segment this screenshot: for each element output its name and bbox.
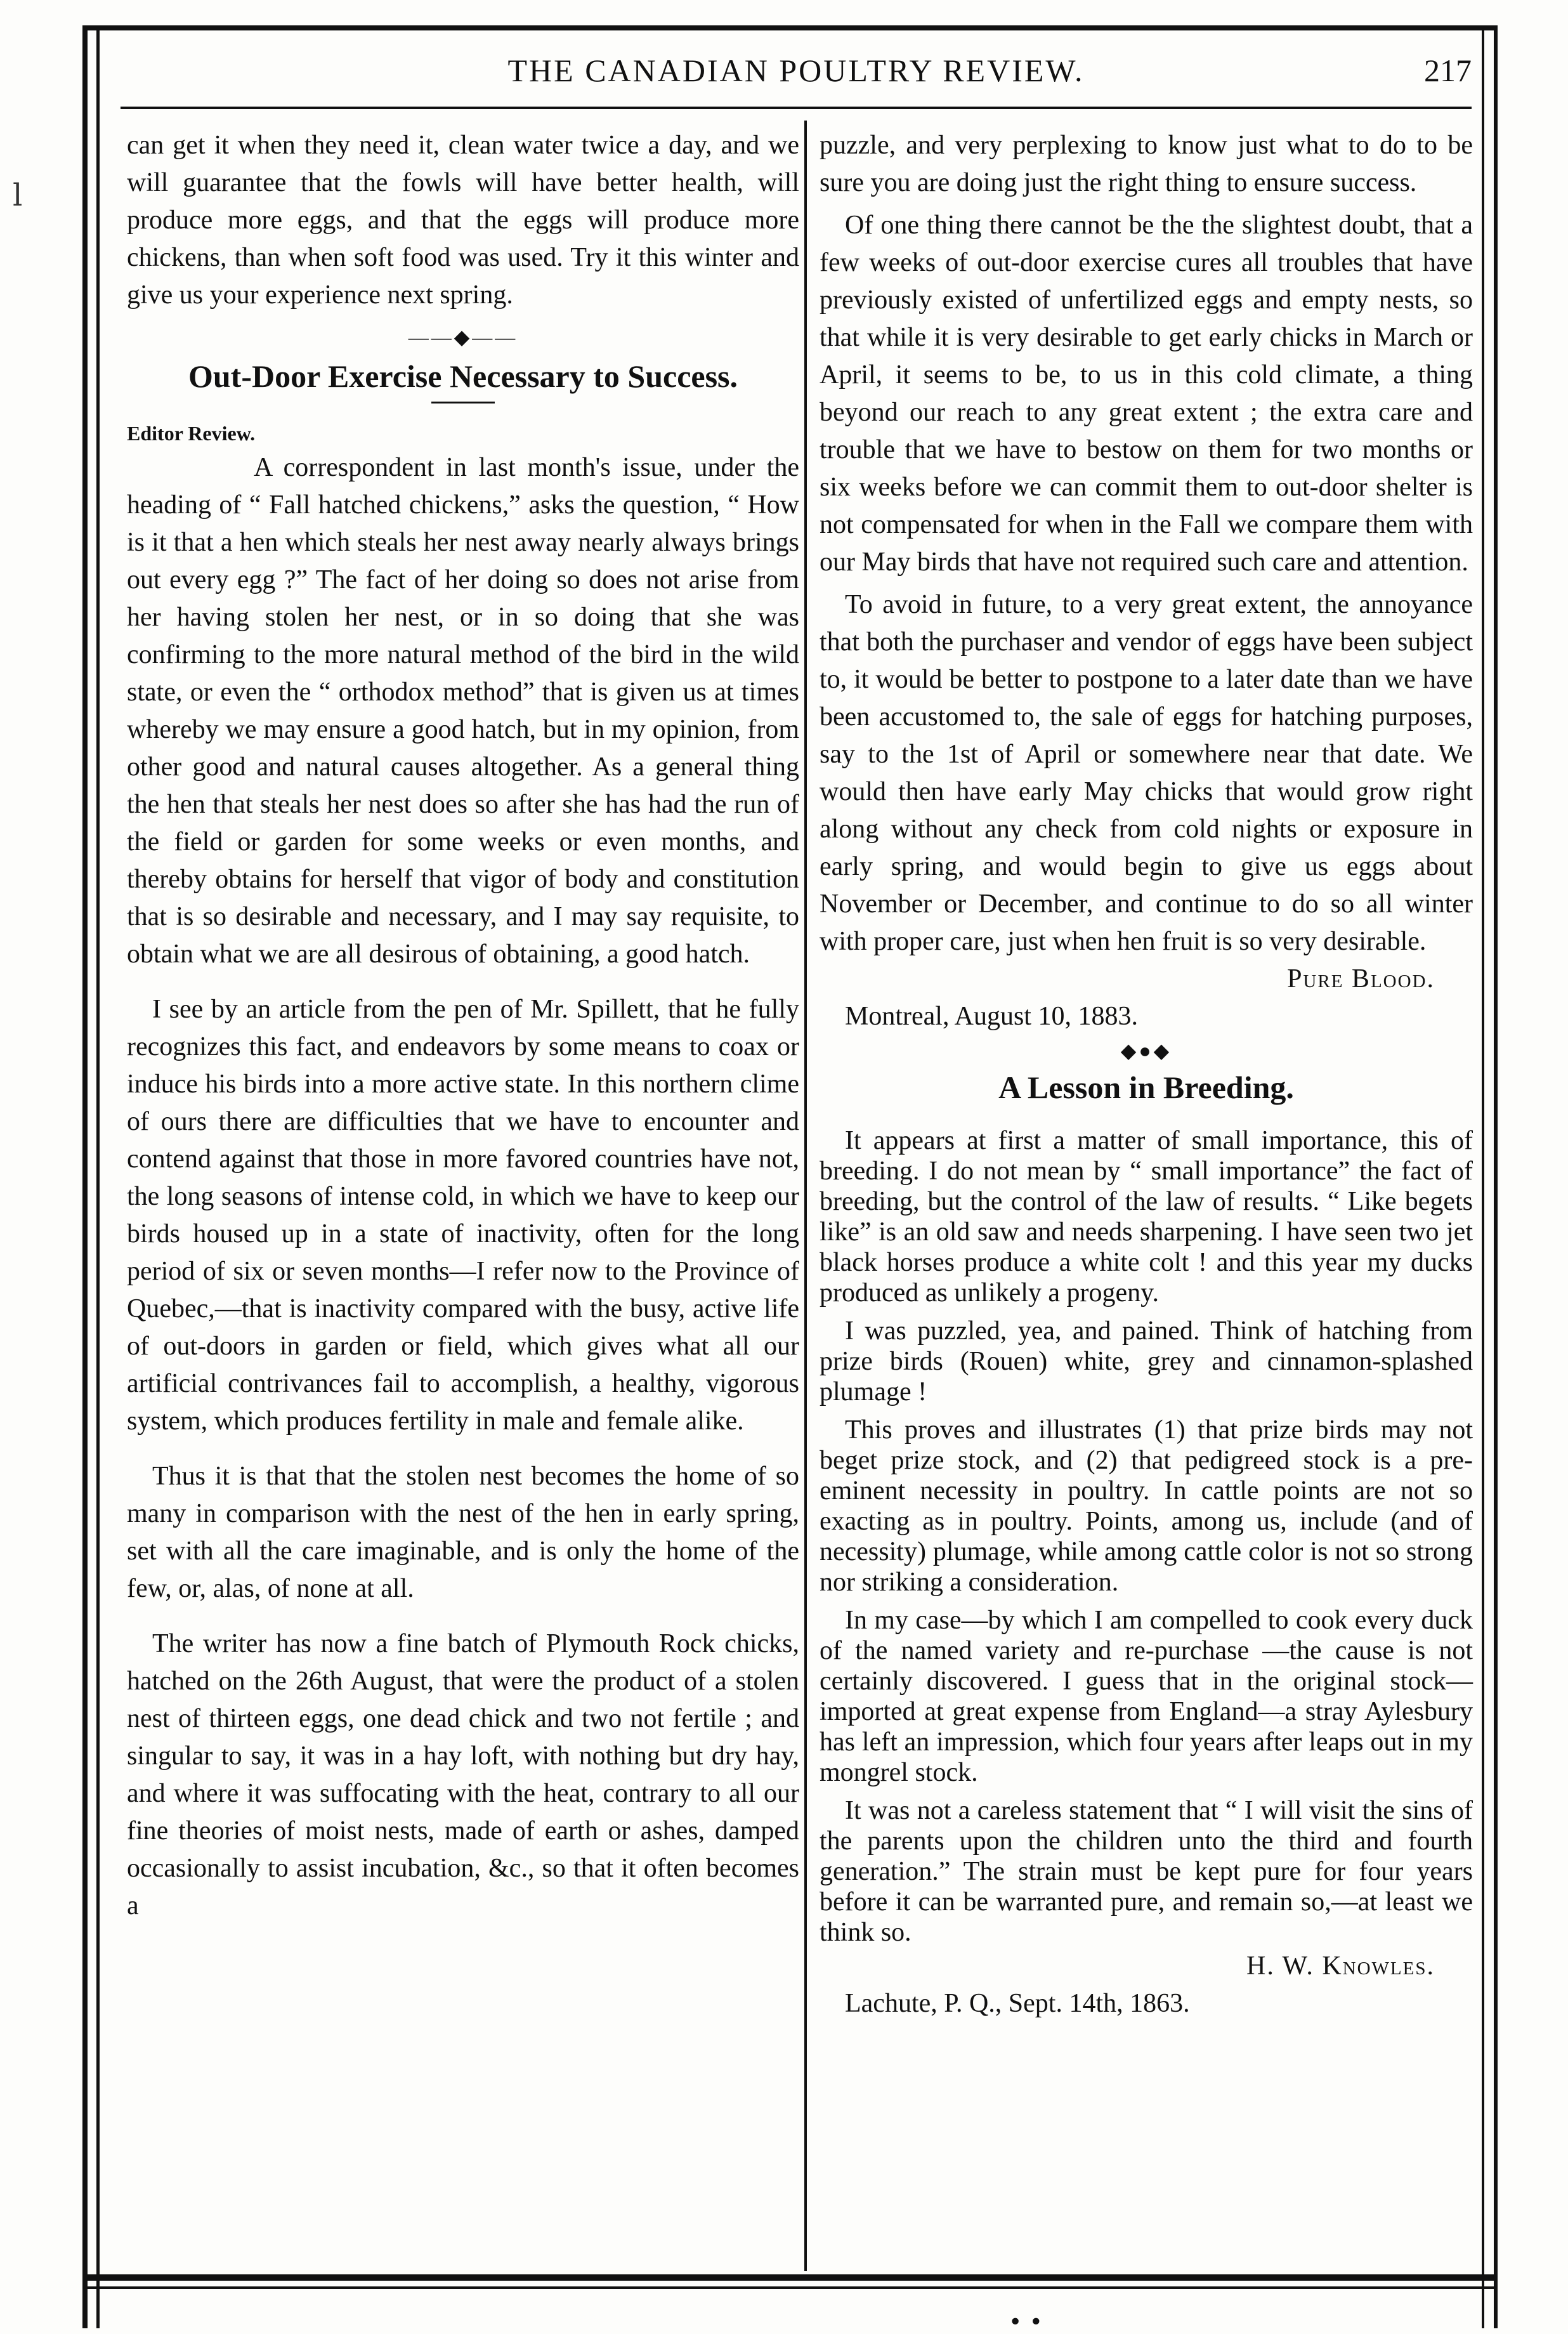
section-ornament: ◆●◆	[1120, 1039, 1172, 1062]
left-edge-mark: l	[13, 178, 23, 213]
article-paragraph: I see by an article from the pen of Mr. Spillett, that he fully recognizes this fact, and endeavors by some means to coax or induce his birds into a more active state. In this northern clime of ours there are difficulties that we have to encounter and contend against that those in more favored countries have not, the long seasons of intense cold, in which we have to keep our birds housed up in a state of inactivity, often for the long period of six or seven months—I refer now to the Province of Quebec,—that is inactivity compared with the busy, active life of out-doors in garden or field, which gives what all our artificial contrivances fail to accomplish, a healthy, vigorous system, which produces fertility in male and female alike.	[127, 995, 799, 1436]
frame-bottom-rule	[82, 2274, 1498, 2281]
article-paragraph: A correspondent in last month's issue, under the heading of “ Fall hatched chickens,” asks the question, “ How is it that a hen which steals her nest away nearly always brings out every egg ?” The fact of her doing so does not arise from her having stolen her nest, or in so doing that she was confirming to the more natural method of the bird in the wild state, or even the “ orthodox method” that is given us at times whereby we may ensure a good hatch, but in my opinion, from other good and natural causes altogether. As a general thing the hen that steals her nest does so after she has had the run of the field or garden for some weeks or even months, and thereby obtains for herself that vigor of body and constitution that is so desirable and necessary, and I may say requisite, to obtain what we are all desirous of obtaining, a good hatch.	[127, 453, 799, 969]
column-divider	[804, 121, 807, 2271]
journal-title: THE CANADIAN POULTRY REVIEW.	[507, 53, 1085, 88]
page-number: 217	[1424, 53, 1472, 88]
left-column	[127, 127, 799, 1925]
stray-dots: • •	[1009, 2309, 1043, 2334]
header-rule	[121, 107, 1472, 109]
signature-pure-blood: Pure Blood.	[1287, 964, 1435, 993]
section-ornament: ——◆——	[408, 325, 518, 348]
heading-rule	[431, 402, 495, 403]
frame-left-inner-rule	[96, 25, 100, 2328]
frame-left-rule	[82, 25, 88, 2328]
frame-bottom-thin-rule	[82, 2286, 1498, 2289]
dateline-lachute: Lachute, P. Q., Sept. 14th, 1863.	[845, 1989, 1190, 2018]
article-paragraph: Thus it is that that the stolen nest becomes the home of so many in comparison with the nest of the hen in early spring, set with all the care imaginable, and is only the home of the few, or, alas, of none at all.	[127, 1462, 799, 1603]
article-paragraph: puzzle, and very perplexing to know just what to do to be sure you are doing just the right thing to ensure success.	[820, 131, 1473, 197]
frame-right-rule	[1494, 25, 1498, 2328]
article-heading: A Lesson in Breeding.	[998, 1070, 1294, 1105]
lesson-paragraph: In my case—by which I am compelled to cook every duck of the named variety and re-purchase —the cause is not certainly discovered. I guess that in the original stock—imported at great expense from England—a stray Aylesbury has left an impression, which four years after leaps out in my mongrel stock.	[820, 1606, 1473, 1787]
article-heading: Out-Door Exercise Necessary to Success.	[188, 358, 738, 394]
frame-right-inner-rule	[1482, 25, 1484, 2328]
article-paragraph: The writer has now a fine batch of Plymouth Rock chicks, hatched on the 26th August, that were the product of a stolen nest of thirteen eggs, one dead chick and two not fertile ; and singular to say, it was in a hay loft, with nothing but dry hay, and where it was suffocating with the heat, contrary to all our fine theories of moist nests, made of earth or ashes, damped occasionally to assist incubation, &c., so that it often becomes a	[127, 1629, 799, 1920]
continued-paragraph: can get it when they need it, clean water twice a day, and we will guarantee that the fowls will have better health, will produce more eggs, and that the eggs will produce more chickens, than when soft food was used. Try it this winter and give us your experience next spring.	[127, 131, 799, 310]
dateline-montreal: Montreal, August 10, 1883.	[845, 1002, 1138, 1031]
salutation: Editor Review.	[127, 422, 256, 445]
lesson-paragraph: This proves and illustrates (1) that prize birds may not beget prize stock, and (2) that pedigreed stock is a pre-eminent necessity in poultry. In cattle points are not so exacting as in poultry. Points, among us, include (and of necessity) plumage, while among cattle color is not so strong nor striking a consideration.	[820, 1415, 1473, 1597]
lesson-paragraph: It appears at first a matter of small importance, this of breeding. I do not mean by “ small importance” the fact of breeding, but the control of the law of results. “ Like begets like” is an old saw and needs sharpening. I have seen two jet black horses produce a white colt ! and this year my ducks produced as unlikely a progeny.	[820, 1126, 1473, 1308]
frame-top-rule	[82, 25, 1497, 30]
article-paragraph: Of one thing there cannot be the the slightest doubt, that a few weeks of out-door exercise cures all troubles that have previously existed of unfertilized eggs and empty nests, so that while it is very desirable to get early chicks in March or April, it seems to be, to us in this cold climate, a thing beyond our reach to any great extent ; the extra care and trouble that we have to bestow on them for two months or six weeks before we can commit them to out-door shelter is not compensated for when in the Fall we compare them with our May birds that have not required such care and attention.	[820, 211, 1473, 577]
page-header	[121, 38, 1472, 102]
lesson-paragraph: It was not a careless statement that “ I will visit the sins of the parents upon the children unto the third and fourth generation.” The strain must be kept pure for four years before it can be warranted pure, and remain so,—at least we think so.	[820, 1796, 1473, 1947]
lesson-paragraph: I was puzzled, yea, and pained. Think of hatching from prize birds (Rouen) white, grey and cinnamon-splashed plumage !	[820, 1316, 1473, 1406]
signature-knowles: H. W. Knowles.	[1246, 1951, 1435, 1981]
article-paragraph: To avoid in future, to a very great extent, the annoyance that both the purchaser and vendor of eggs have been subject to, it would be better to postpone to a later date than we have been accustomed to, the sale of eggs for hatching purposes, say to the 1st of April or somewhere near that date. We would then have early May chicks that would grow right along without any check from cold nights or exposure in early spring, and would begin to give us eggs about November or December, and continue to do so all winter with proper care, just when hen fruit is so very desirable.	[820, 590, 1473, 956]
right-column	[820, 127, 1473, 2023]
